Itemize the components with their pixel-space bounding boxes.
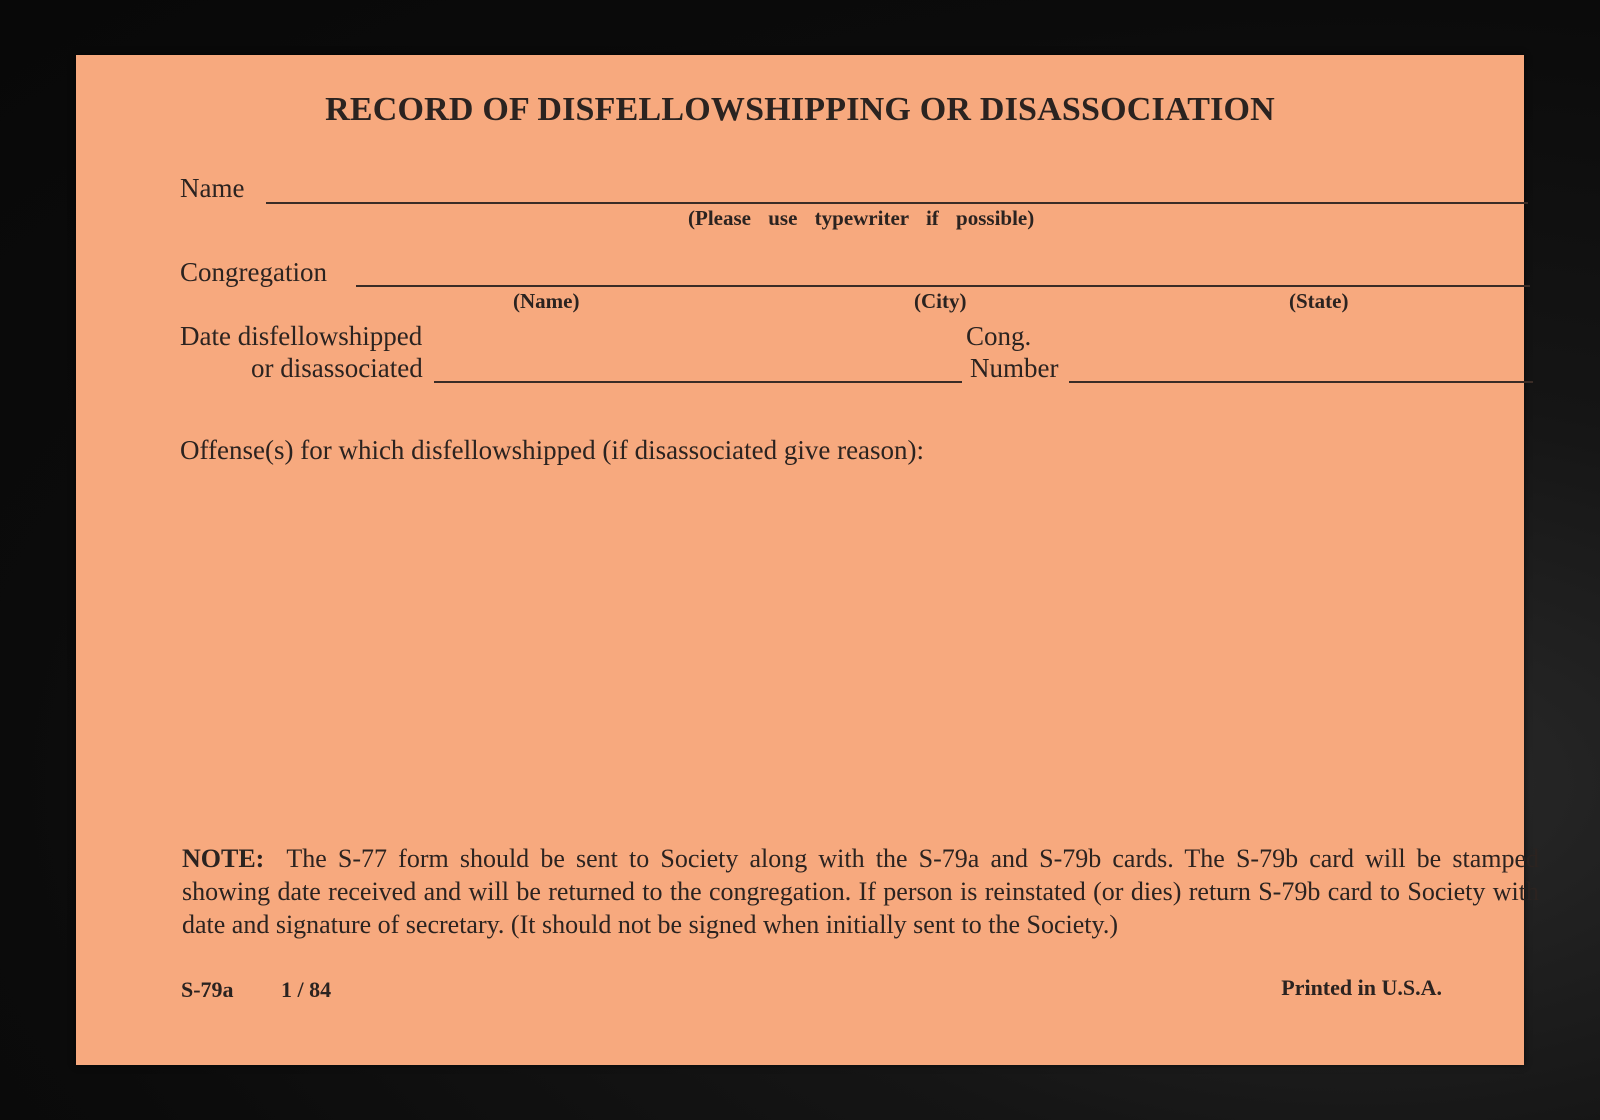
date-label-line2: or disassociated: [251, 353, 423, 383]
note-heading: NOTE:: [182, 844, 265, 873]
congregation-field[interactable]: [356, 285, 1530, 287]
note-block: [182, 842, 1539, 941]
name-label: Name: [180, 173, 245, 203]
date-field[interactable]: [434, 381, 962, 383]
cong-number-line1: Cong.: [966, 321, 1032, 351]
congregation-sub-state: (State): [1289, 289, 1349, 313]
form-card: [76, 55, 1539, 1065]
note-text: The S-77 form should be sent to Society along with the S-79a and S-79b cards. The S-79b card will be stamped showing date received and will be returned to the congregation. If person is reinstated (or dies) return S-79b card to Society with date and signature of secretary. (It should not be signed when initially sent to the Society.): [182, 844, 1539, 939]
cong-number-field[interactable]: [1069, 381, 1533, 383]
congregation-label: Congregation: [180, 257, 327, 287]
date-label-line1: Date disfellowshipped: [180, 321, 423, 351]
congregation-sub-city: (City): [914, 289, 967, 313]
name-field[interactable]: [266, 202, 1528, 204]
form-date: 1 / 84: [281, 977, 332, 1002]
form-code: S-79a: [181, 977, 234, 1002]
name-hint: (Please use typewriter if possible): [688, 206, 1035, 230]
form-title: RECORD OF DISFELLOWSHIPPING OR DISASSOCIATION: [325, 91, 1275, 128]
printed-in: Printed in U.S.A.: [1281, 975, 1442, 1000]
congregation-sub-name: (Name): [513, 289, 580, 313]
offense-label: Offense(s) for which disfellowshipped (if disassociated give reason):: [180, 435, 925, 465]
offense-area[interactable]: [180, 480, 1530, 820]
cong-number-line2: Number: [970, 353, 1059, 383]
